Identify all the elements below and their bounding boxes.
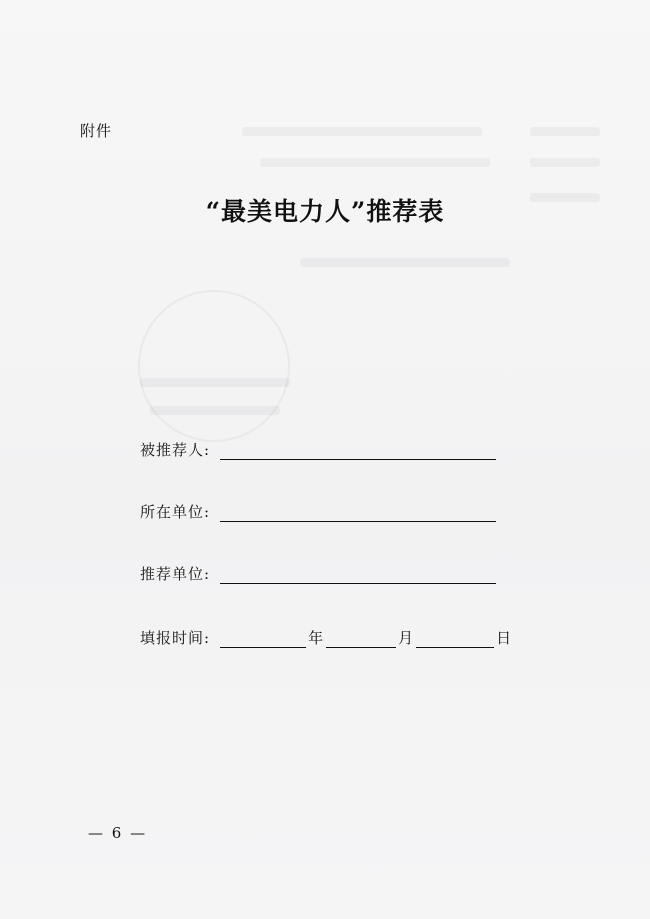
unit-input-line[interactable] bbox=[220, 503, 496, 522]
recommender-field bbox=[140, 560, 496, 584]
page-number: — 6 — bbox=[88, 824, 148, 842]
date-label: 填报时间: bbox=[140, 629, 211, 647]
bleed-mark bbox=[530, 127, 600, 136]
attachment-label: 附件 bbox=[80, 122, 113, 140]
bleed-mark bbox=[140, 378, 290, 387]
bleed-mark bbox=[150, 406, 280, 415]
date-field bbox=[140, 624, 514, 648]
month-input-line[interactable] bbox=[326, 629, 396, 648]
year-unit: 年 bbox=[308, 629, 325, 647]
nominee-input-line[interactable] bbox=[220, 441, 496, 460]
form-title: “最美电力人”推荐表 bbox=[205, 197, 445, 226]
unit-field bbox=[140, 498, 496, 522]
bleed-seal-mark bbox=[138, 290, 290, 442]
bleed-mark bbox=[530, 158, 600, 167]
unit-label: 所在单位: bbox=[140, 503, 211, 521]
day-input-line[interactable] bbox=[416, 629, 494, 648]
bleed-mark bbox=[242, 127, 482, 136]
bleed-mark bbox=[260, 158, 490, 167]
day-unit: 日 bbox=[496, 629, 513, 647]
nominee-label: 被推荐人: bbox=[140, 441, 211, 459]
nominee-field bbox=[140, 436, 496, 460]
recommender-label: 推荐单位: bbox=[140, 565, 211, 583]
month-unit: 月 bbox=[398, 629, 415, 647]
year-input-line[interactable] bbox=[220, 629, 306, 648]
recommender-input-line[interactable] bbox=[220, 565, 496, 584]
bleed-mark bbox=[300, 258, 510, 267]
